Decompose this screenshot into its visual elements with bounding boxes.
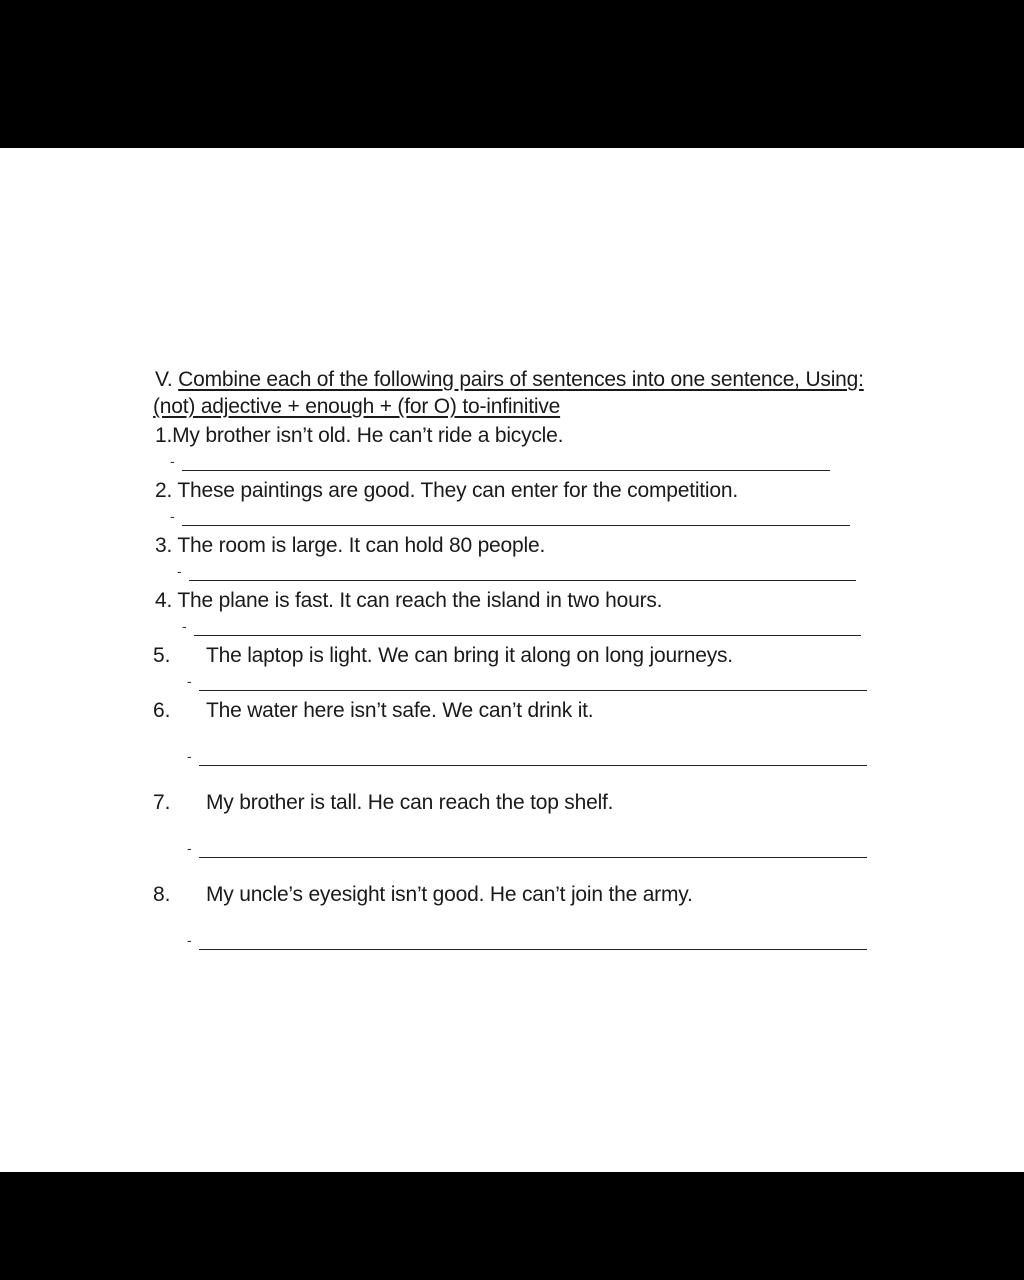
question-8: My uncle’s eyesight isn’t good. He can’t join the army. xyxy=(206,883,693,906)
question-text: My brother isn’t old. He can’t ride a bicycle. xyxy=(172,424,564,447)
question-text: These paintings are good. They can enter for the competition. xyxy=(177,479,738,502)
question-number-8: 8. xyxy=(153,883,171,906)
answer-marker: - xyxy=(170,508,175,524)
answer-marker: - xyxy=(187,932,192,948)
question-1 xyxy=(155,424,563,448)
question-text: The plane is fast. It can reach the island in two hours. xyxy=(177,589,663,612)
question-number: 3. xyxy=(155,534,173,557)
exercise-title-prefix: V. xyxy=(155,368,179,391)
question-number: 4. xyxy=(155,589,173,612)
answer-marker: - xyxy=(187,840,192,856)
question-number: 2. xyxy=(155,479,173,502)
worksheet-page xyxy=(0,148,1024,1172)
question-number: 1. xyxy=(155,424,173,447)
answer-line-5[interactable] xyxy=(199,690,867,691)
exercise-title xyxy=(155,368,864,392)
question-2 xyxy=(155,479,738,503)
question-5: The laptop is light. We can bring it along on long journeys. xyxy=(206,644,733,667)
answer-marker: - xyxy=(187,748,192,764)
question-6: The water here isn’t safe. We can’t drink it. xyxy=(206,699,594,722)
answer-line-2[interactable] xyxy=(182,525,850,526)
answer-marker: - xyxy=(187,673,192,689)
question-number-7: 7. xyxy=(153,791,171,814)
answer-marker: - xyxy=(182,618,187,634)
answer-line-4[interactable] xyxy=(194,635,861,636)
question-number-6: 6. xyxy=(153,699,171,722)
answer-line-8[interactable] xyxy=(199,949,867,950)
exercise-title-text: Combine each of the following pairs of sentences into one sentence, Using: xyxy=(178,368,864,391)
answer-line-3[interactable] xyxy=(189,580,856,581)
exercise-subtitle: (not) adjective + enough + (for O) to-infinitive xyxy=(153,395,561,418)
answer-line-1[interactable] xyxy=(182,470,830,471)
question-text: The room is large. It can hold 80 people. xyxy=(177,534,546,557)
question-7: My brother is tall. He can reach the top shelf. xyxy=(206,791,614,814)
answer-line-7[interactable] xyxy=(199,857,867,858)
answer-marker: - xyxy=(170,453,175,469)
question-3 xyxy=(155,534,545,558)
answer-line-6[interactable] xyxy=(199,765,867,766)
answer-marker: - xyxy=(177,563,182,579)
question-number-5: 5. xyxy=(153,644,171,667)
question-4 xyxy=(155,589,662,613)
